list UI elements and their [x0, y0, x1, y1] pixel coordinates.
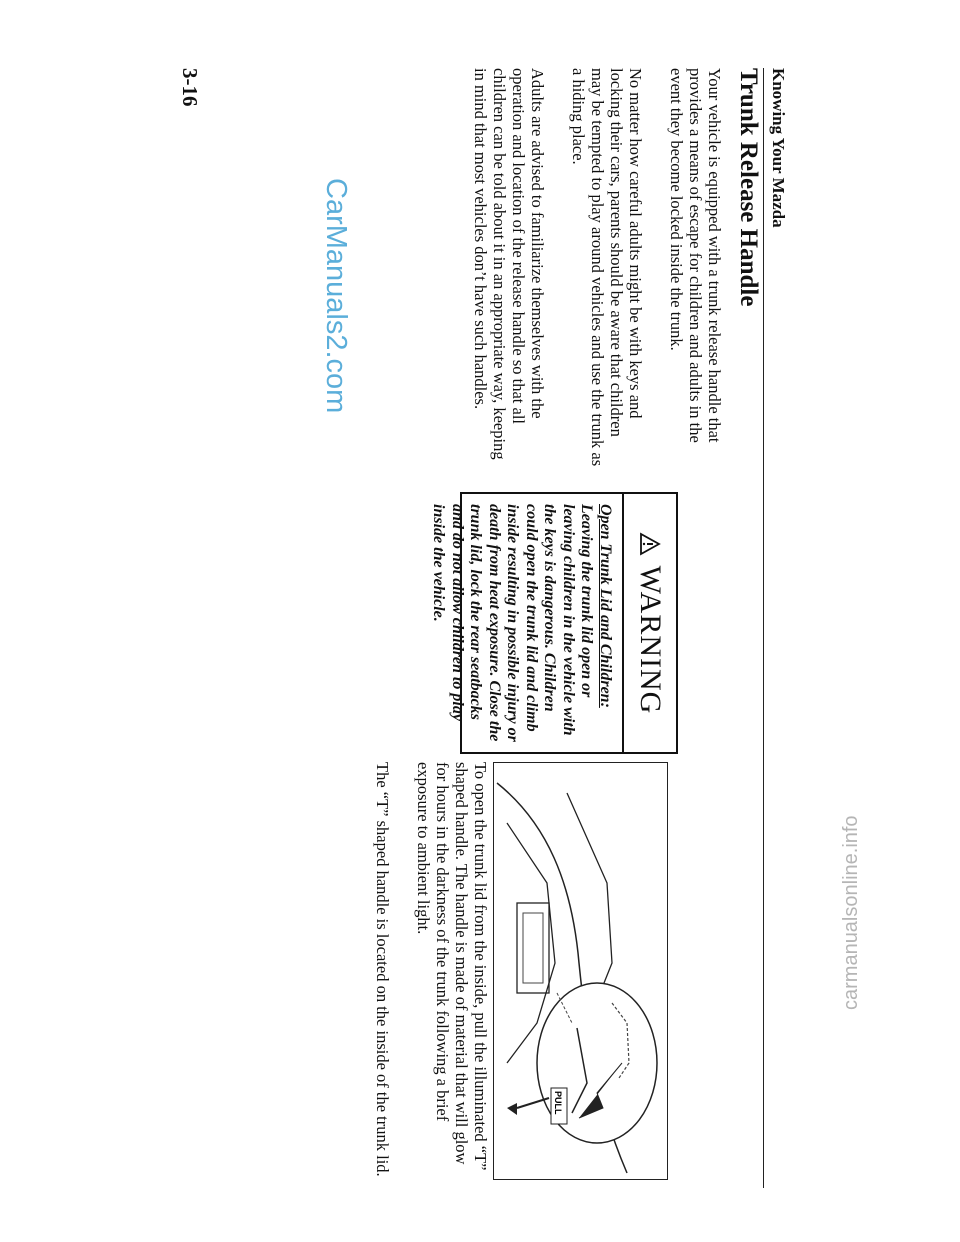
pull-label: PULL	[553, 1091, 563, 1115]
intro-paragraph: Your vehicle is equipped with a trunk release handle that provides a means of escape for children and adults in the event they become locked inside the trunk.	[667, 68, 724, 443]
adults-paragraph: Adults are advised to familiarize themselves with the operation and location of the release handle so that all children can be told about it in an appropriate way, keeping in mind that most vehicles don’t have such handles.	[471, 68, 547, 460]
right-column	[351, 762, 490, 1182]
watermark-logo: CarManuals2.com	[320, 178, 352, 414]
warning-subheading: Open Trunk Lid and Children:	[597, 504, 614, 708]
children-paragraph: No matter how careful adults might be with keys and locking their cars, parents should be aware that children may be tempted to play around vehicles and use the trunk as a hiding place.	[569, 68, 645, 467]
warning-body	[421, 494, 622, 752]
footer-url: carmanualsonline.info	[840, 815, 862, 1010]
warning-text: Leaving the trunk lid open or leaving children in the vehicle with the keys is dangerous. Children could open the trunk lid and climb inside resulting in possible injury or death from heat exposure. Close the trunk lid, lock the rear seatbacks and do not allow children to play inside the vehicle.	[430, 504, 596, 742]
trunk-handle-illustration	[493, 762, 668, 1180]
warning-triangle-icon	[639, 532, 661, 556]
warning-box	[430, 492, 678, 754]
warning-header	[622, 494, 676, 752]
page-title: Trunk Release Handle	[735, 68, 762, 307]
trunk-illustration-svg	[492, 763, 667, 1181]
warning-heading: WARNING	[634, 565, 667, 715]
open-trunk-paragraph: To open the trunk lid from the inside, pull the illuminated “T” shaped handle. The handle is made of material that will glow for hours in the darkness of the trunk following a brief exposure to ambient light.	[414, 762, 490, 1171]
left-column	[449, 68, 724, 468]
section-header: Knowing Your Mazda	[763, 68, 788, 1188]
handle-location-paragraph: The “T” shaped handle is located on the inside of the trunk lid.	[373, 762, 392, 1177]
page-number: 3-16	[178, 68, 202, 107]
